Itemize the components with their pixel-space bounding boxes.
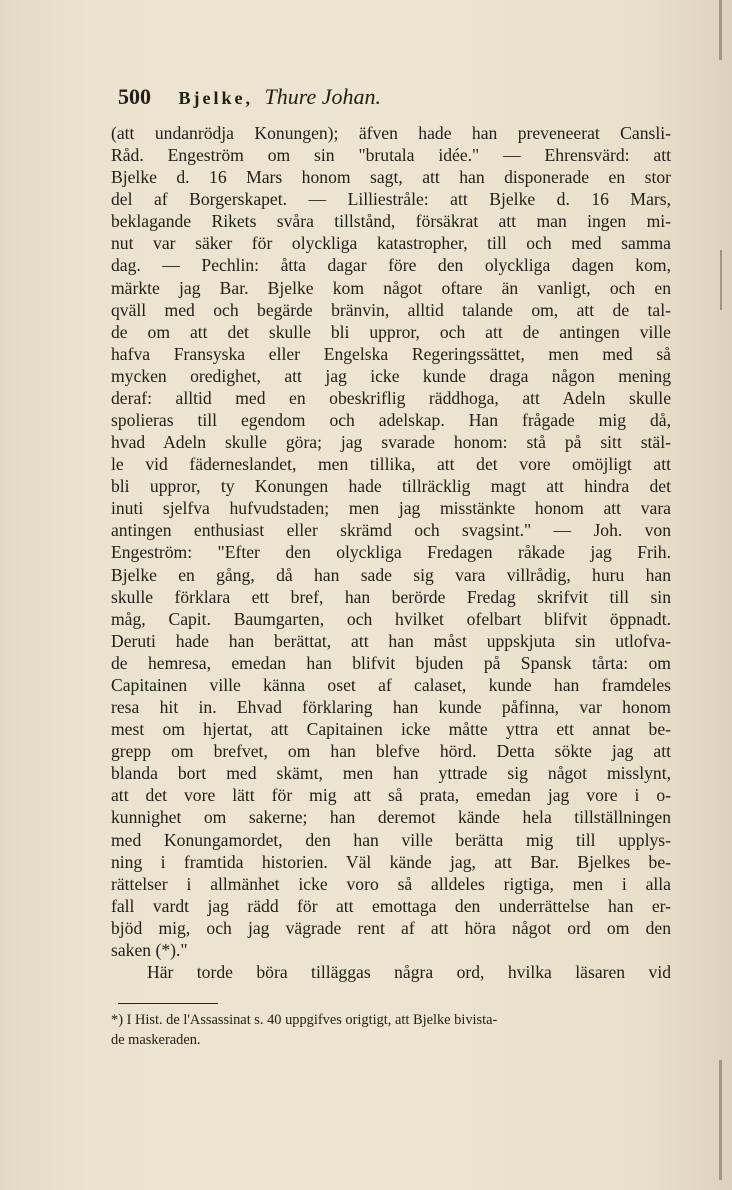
body-text xyxy=(111,122,671,983)
text-line: de om att det skulle bli uppror, och att de antingen ville xyxy=(111,321,671,342)
text-line: rättelser i allmänhet icke voro så alldeles rigtiga, men i alla xyxy=(111,873,671,894)
text-line: inuti sjelfva hufvudstaden; men jag misstänkte honom att vara xyxy=(111,498,671,519)
page-number: 500 xyxy=(118,84,151,109)
text-line: Bjelke d. 16 Mars honom sagt, att han disponerade en stor xyxy=(111,167,671,188)
text-line: Bjelke en gång, då han sade sig vara villrådig, huru han xyxy=(111,564,671,585)
running-header xyxy=(118,84,638,114)
text-line: del af Borgerskapet. — Lilliestråle: att Bjelke d. 16 Mars, xyxy=(111,189,671,210)
page-edge-mark xyxy=(719,1060,722,1180)
text-line: Engeström: "Efter den olyckliga Fredagen råkade jag Frih. xyxy=(111,542,671,563)
header-given-name: Thure Johan. xyxy=(264,84,382,109)
text-line: grepp om brefvet, om han blefve hörd. Detta sökte jag att xyxy=(111,741,671,762)
text-line: med Konungamordet, den han ville berätta mig till upplys- xyxy=(111,829,671,850)
text-line: blanda bort med skämt, men han yttrade sig något misslynt, xyxy=(111,763,671,784)
text-line: dag. — Pechlin: åtta dagar före den olyckliga dagen kom, xyxy=(111,255,671,276)
text-line: bli uppror, ty Konungen hade tillräcklig magt att hindra det xyxy=(111,476,671,497)
text-line: fall vardt jag rädd för att emottaga den underrättelse han er- xyxy=(111,895,671,916)
text-line: Capitainen ville känna oset af calaset, kunde han framdeles xyxy=(111,674,671,695)
text-line: beklagande Rikets svåra tillstånd, försäkrat att man ingen mi- xyxy=(111,211,671,232)
text-line: resa hit in. Ehvad förklaring han kunde påfinna, var honom xyxy=(111,697,671,718)
text-line: bjöd mig, och jag vägrade rent af att höra något ord om den xyxy=(111,917,671,938)
page-edge-mark xyxy=(720,250,722,310)
text-line: saken (*)." xyxy=(111,939,188,960)
page-edge-mark xyxy=(719,0,722,60)
text-line: hvad Adeln skulle göra; jag svarade honom: stå på sitt stäl- xyxy=(111,432,671,453)
text-line: le vid fäderneslandet, men tillika, att det vore omöjligt att xyxy=(111,454,671,475)
text-line: nut var säker för olyckliga katastropher, till och med samma xyxy=(111,233,671,254)
text-line: antingen enthusiast eller skrämd och svagsint." — Joh. von xyxy=(111,520,671,541)
text-line: skulle förklara ett bref, han berörde Fredag skrifvit till sin xyxy=(111,586,671,607)
text-line: märkte jag Bar. Bjelke kom något oftare än vanligt, och en xyxy=(111,277,671,298)
text-line: mycken oredighet, att jag icke kunde draga någon mening xyxy=(111,365,671,386)
text-line: Deruti hade han berättat, att han måst uppskjuta sin utlofva- xyxy=(111,630,671,651)
text-line: att det vore lätt för mig att så prata, emedan jag vore i o- xyxy=(111,785,671,806)
text-line: kunnighet om sakerne; han deremot kände hela tillställningen xyxy=(111,807,671,828)
text-line: Råd. Engeström om sin "brutala idée." — Ehrensvärd: att xyxy=(111,145,671,166)
text-line: hafva Fransyska eller Engelska Regeringssättet, men med så xyxy=(111,343,671,364)
footnote-rule xyxy=(118,1003,218,1004)
footnote-line: de maskeraden. xyxy=(111,1032,201,1048)
text-line: mest om hjertat, att Capitainen icke måtte yttra ett annat be- xyxy=(111,719,671,740)
footnote xyxy=(111,1010,681,1050)
text-line: ning i framtida historien. Väl kände jag, att Bar. Bjelkes be- xyxy=(111,851,671,872)
text-line: spolieras till egendom och adelskap. Han frågade mig då, xyxy=(111,410,671,431)
header-surname: Bjelke, xyxy=(178,88,253,108)
text-line: deraf: alltid med en obeskriflig räddhoga, att Adeln skulle xyxy=(111,387,671,408)
text-line: Här torde böra tilläggas några ord, hvilka läsaren vid xyxy=(147,961,671,982)
text-line: de hemresa, emedan han blifvit bjuden på Spansk tårta: om xyxy=(111,652,671,673)
footnote-line: *) I Hist. de l'Assassinat s. 40 uppgifves origtigt, att Bjelke bivista- xyxy=(111,1012,498,1028)
text-line: qväll med och begärde bränvin, alltid talande om, att de tal- xyxy=(111,299,671,320)
text-line: (att undanrödja Konungen); äfven hade han preveneerat Cansli- xyxy=(111,123,671,143)
text-line: måg, Capit. Baumgarten, och hvilket ofelbart blifvit öppnadt. xyxy=(111,608,671,629)
